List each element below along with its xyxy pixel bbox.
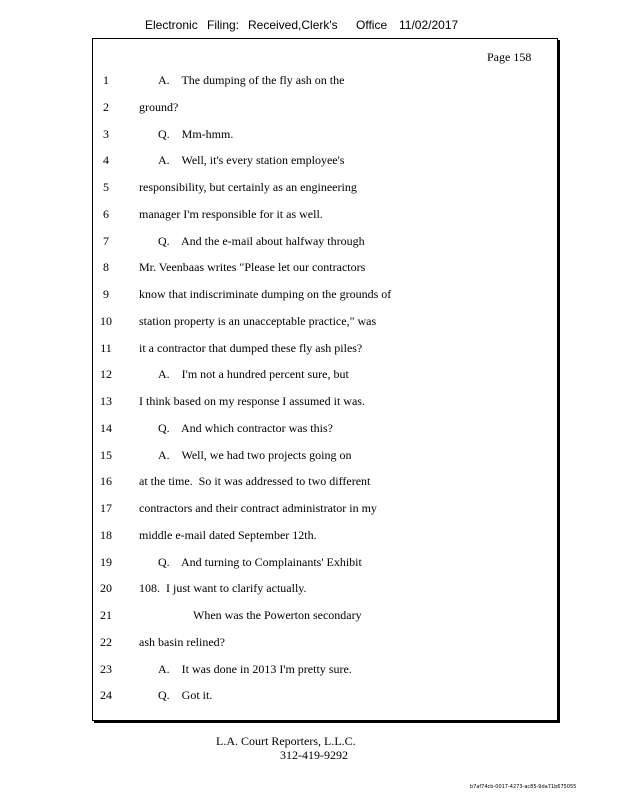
- transcript-line: [0, 127, 618, 145]
- line-number: 7: [103, 233, 109, 248]
- line-number: 21: [100, 608, 112, 622]
- filing-stamp-header: [145, 18, 505, 36]
- transcript-line: [0, 528, 618, 546]
- line-text: Q. And turning to Complainants' Exhibit: [158, 554, 362, 569]
- transcript-line: [0, 367, 618, 385]
- line-text: it a contractor that dumped these fly ash piles?: [139, 340, 363, 355]
- line-text: A. Well, it's every station employee's: [158, 153, 345, 168]
- line-number: 17: [100, 501, 112, 515]
- line-text: ash basin relined?: [139, 634, 225, 649]
- line-number: 16: [100, 474, 112, 489]
- line-number: 14: [100, 420, 112, 435]
- line-text: A. Well, we had two projects going on: [158, 447, 352, 462]
- transcript-line: [0, 73, 618, 91]
- transcript-line: [0, 501, 618, 519]
- line-text: A. I'm not a hundred percent sure, but: [158, 367, 349, 382]
- transcript-line: [0, 555, 618, 573]
- line-number: 13: [100, 394, 112, 408]
- line-number: 5: [103, 180, 109, 194]
- line-text: middle e-mail dated September 12th.: [139, 527, 317, 542]
- line-number: 12: [100, 367, 112, 382]
- transcript-line: [0, 581, 618, 599]
- footer-company: L.A. Court Reporters, L.L.C.: [216, 734, 356, 748]
- transcript-line: [0, 635, 618, 653]
- transcript-line: [0, 474, 618, 492]
- transcript-line: [0, 448, 618, 466]
- line-number: 8: [103, 260, 109, 275]
- transcript-line: [0, 688, 618, 706]
- transcript-line: [0, 260, 618, 278]
- line-text: 108. I just want to clarify actually.: [139, 581, 307, 596]
- footer-phone: 312-419-9292: [280, 748, 348, 762]
- line-text: When was the Powerton secondary: [193, 608, 362, 622]
- transcript-line: [0, 662, 618, 680]
- line-text: manager I'm responsible for it as well.: [139, 206, 323, 221]
- line-text: ground?: [139, 99, 179, 114]
- line-number: 24: [100, 688, 112, 703]
- line-text: know that indiscriminate dumping on the grounds of: [139, 287, 392, 301]
- line-text: Q. And which contractor was this?: [158, 420, 333, 435]
- line-text: A. The dumping of the fly ash on the: [158, 73, 345, 87]
- line-number: 19: [100, 554, 112, 569]
- transcript-line: [0, 287, 618, 305]
- line-number: 23: [100, 661, 112, 676]
- transcript-line: [0, 341, 618, 359]
- line-text: Q. Mm-hmm.: [158, 126, 234, 141]
- line-text: A. It was done in 2013 I'm pretty sure.: [158, 661, 352, 676]
- line-number: 15: [100, 447, 112, 462]
- line-number: 2: [103, 99, 109, 114]
- transcript-line: [0, 234, 618, 252]
- line-number: 10: [100, 313, 112, 328]
- transcript-line: [0, 394, 618, 412]
- line-number: 3: [103, 126, 109, 141]
- document-hash: b7af74cb-0017-4273-ac85-9da71b675055: [470, 784, 577, 790]
- transcript-line: [0, 100, 618, 118]
- line-text: Q. And the e-mail about halfway through: [158, 233, 365, 248]
- line-text: station property is an unacceptable practice," was: [139, 313, 377, 328]
- line-text: Q. Got it.: [158, 688, 213, 703]
- line-number: 6: [103, 206, 109, 221]
- line-number: 9: [103, 287, 109, 301]
- line-number: 11: [100, 340, 112, 355]
- transcript-line: [0, 153, 618, 171]
- line-text: responsibility, but certainly as an engineering: [139, 180, 357, 194]
- line-number: 20: [100, 581, 112, 596]
- header-received-clerk: Received,Clerk's: [248, 18, 338, 32]
- transcript-line: [0, 608, 618, 626]
- page-number: Page 158: [487, 50, 532, 64]
- line-number: 1: [103, 73, 109, 87]
- line-text: I think based on my response I assumed it was.: [139, 394, 365, 408]
- transcript-line: [0, 314, 618, 332]
- header-date: 11/02/2017: [399, 18, 459, 32]
- line-text: Mr. Veenbaas writes "Please let our contractors: [139, 260, 366, 275]
- transcript-line: [0, 180, 618, 198]
- header-office: Office: [356, 18, 388, 32]
- line-number: 18: [100, 527, 112, 542]
- line-number: 4: [103, 153, 109, 168]
- header-electronic: Electronic: [145, 18, 198, 32]
- line-text: contractors and their contract administrator in my: [139, 501, 377, 515]
- header-filing: Filing:: [207, 18, 240, 32]
- line-number: 22: [100, 634, 112, 649]
- line-text: at the time. So it was addressed to two different: [139, 474, 371, 489]
- transcript-line: [0, 207, 618, 225]
- transcript-line: [0, 421, 618, 439]
